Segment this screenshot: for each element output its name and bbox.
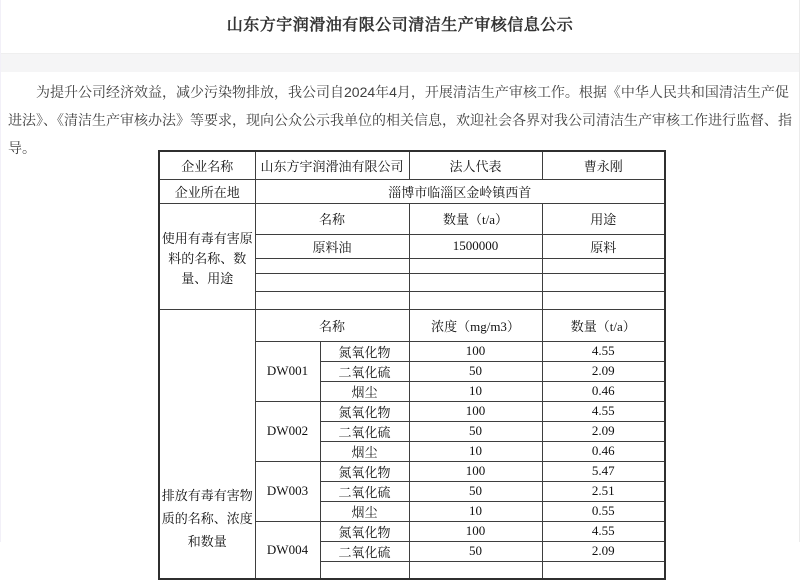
emissions-col-name-header: 名称 xyxy=(255,309,409,341)
pollutant-name-cell: 氮氧化物 xyxy=(320,461,409,481)
company-name-value-cell: 山东方宇润滑油有限公司 xyxy=(255,151,409,179)
pollutant-name-cell: 烟尘 xyxy=(320,501,409,521)
pollutant-qty-cell xyxy=(542,561,665,579)
emissions-section-label-cell: 排放有毒有害物质的名称、浓度和数量 xyxy=(159,309,255,579)
emissions-col-qty-header: 数量（t/a） xyxy=(542,309,665,341)
empty-cell xyxy=(409,273,542,291)
empty-cell xyxy=(409,291,542,309)
empty-cell xyxy=(542,273,665,291)
pollutant-conc-cell: 50 xyxy=(409,421,542,441)
pollutant-name-cell: 氮氧化物 xyxy=(320,341,409,361)
pollutant-qty-cell: 4.55 xyxy=(542,521,665,541)
pollutant-conc-cell: 10 xyxy=(409,441,542,461)
pollutant-conc-cell: 100 xyxy=(409,341,542,361)
outlet-code-cell: DW003 xyxy=(255,461,320,521)
pollutant-name-cell: 烟尘 xyxy=(320,441,409,461)
pollutant-conc-cell: 10 xyxy=(409,501,542,521)
pollutant-conc-cell: 50 xyxy=(409,541,542,561)
legal-rep-label-cell: 法人代表 xyxy=(409,151,542,179)
material-qty-cell: 1500000 xyxy=(409,234,542,258)
material-use-cell: 原料 xyxy=(542,234,665,258)
pollutant-qty-cell: 0.46 xyxy=(542,441,665,461)
pollutant-qty-cell: 2.09 xyxy=(542,421,665,441)
table-row xyxy=(159,179,665,203)
materials-section-label-cell: 使用有毒有害原料的名称、数量、用途 xyxy=(159,203,255,309)
section-divider-band xyxy=(1,53,799,72)
pollutant-qty-cell: 0.55 xyxy=(542,501,665,521)
empty-cell xyxy=(255,291,409,309)
intro-paragraph: 为提升公司经济效益，减少污染物排放，我公司自2024年4月，开展清洁生产审核工作。根据《中华人民共和国清洁生产促进法》、《清洁生产审核办法》等要求，现向公众公示我单位的相关信息，欢迎社会各界对我公司清洁生产审核工作进行监督、指导。 xyxy=(8,84,792,156)
pollutant-qty-cell: 0.46 xyxy=(542,381,665,401)
pollutant-name-cell: 二氧化硫 xyxy=(320,361,409,381)
outlet-code-cell: DW002 xyxy=(255,401,320,461)
pollutant-name-cell: 氮氧化物 xyxy=(320,521,409,541)
empty-cell xyxy=(542,291,665,309)
page-title: 山东方宇润滑油有限公司清洁生产审核信息公示 xyxy=(226,17,574,34)
pollutant-conc-cell: 10 xyxy=(409,381,542,401)
disclosure-table xyxy=(158,150,666,580)
pollutant-conc-cell: 50 xyxy=(409,481,542,501)
pollutant-name-cell: 二氧化硫 xyxy=(320,421,409,441)
empty-cell xyxy=(255,258,409,273)
table-row xyxy=(159,151,665,179)
pollutant-conc-cell xyxy=(409,561,542,579)
pollutant-conc-cell: 100 xyxy=(409,401,542,421)
empty-cell xyxy=(409,258,542,273)
emissions-col-conc-header: 浓度（mg/m3） xyxy=(409,309,542,341)
empty-cell xyxy=(255,273,409,291)
pollutant-name-cell: 氮氧化物 xyxy=(320,401,409,421)
outlet-code-cell: DW001 xyxy=(255,341,320,401)
pollutant-name-cell: 烟尘 xyxy=(320,381,409,401)
pollutant-conc-cell: 100 xyxy=(409,461,542,481)
empty-cell xyxy=(542,258,665,273)
pollutant-name-cell: 二氧化硫 xyxy=(320,481,409,501)
legal-rep-value-cell: 曹永刚 xyxy=(542,151,665,179)
pollutant-qty-cell: 2.51 xyxy=(542,481,665,501)
materials-col-name-header: 名称 xyxy=(255,203,409,234)
pollutant-name-cell: 二氧化硫 xyxy=(320,541,409,561)
pollutant-qty-cell: 4.55 xyxy=(542,401,665,421)
materials-col-use-header: 用途 xyxy=(542,203,665,234)
pollutant-name-cell xyxy=(320,561,409,579)
material-name-cell: 原料油 xyxy=(255,234,409,258)
outlet-code-cell: DW004 xyxy=(255,521,320,579)
table-row xyxy=(159,309,665,341)
materials-col-qty-header: 数量（t/a） xyxy=(409,203,542,234)
company-name-label-cell: 企业名称 xyxy=(159,151,255,179)
pollutant-qty-cell: 4.55 xyxy=(542,341,665,361)
pollutant-conc-cell: 100 xyxy=(409,521,542,541)
pollutant-qty-cell: 2.09 xyxy=(542,361,665,381)
pollutant-qty-cell: 5.47 xyxy=(542,461,665,481)
table-row xyxy=(159,203,665,234)
pollutant-qty-cell: 2.09 xyxy=(542,541,665,561)
location-label-cell: 企业所在地 xyxy=(159,179,255,203)
pollutant-conc-cell: 50 xyxy=(409,361,542,381)
location-value-cell: 淄博市临淄区金岭镇西首 xyxy=(255,179,665,203)
